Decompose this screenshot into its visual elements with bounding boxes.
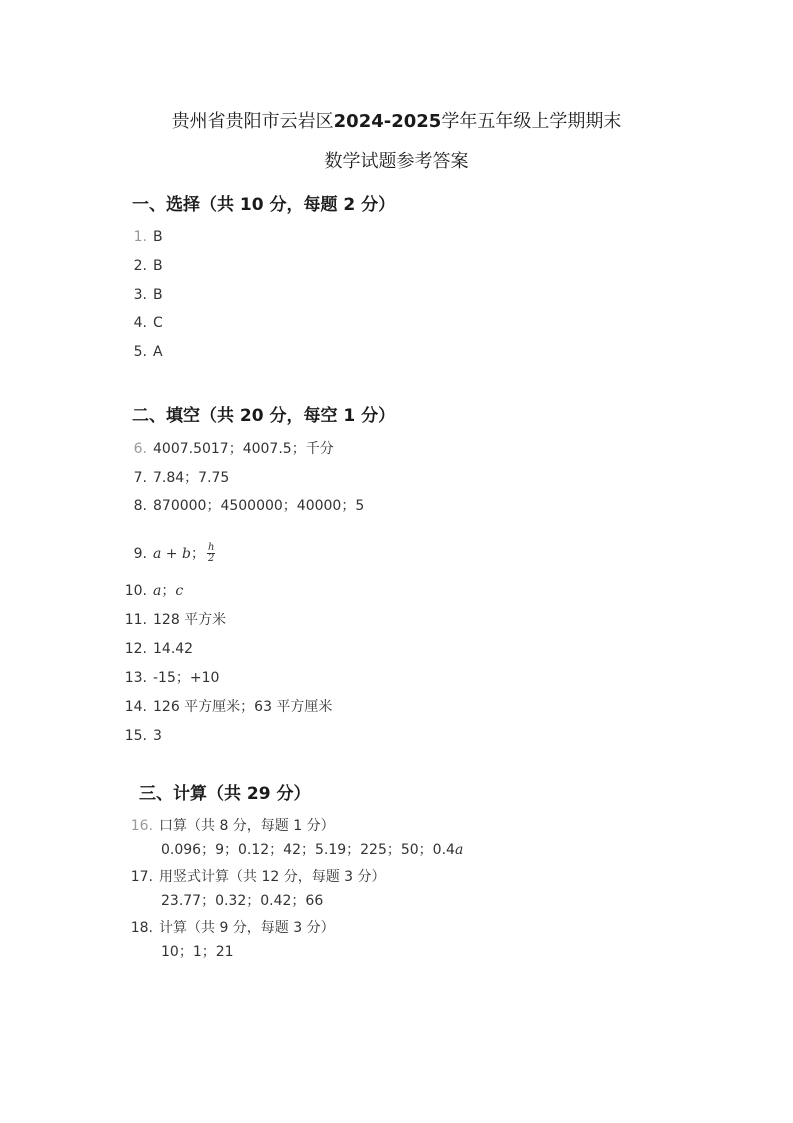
section-heading-fill-blank: 二、填空（共 20 分，每空 1 分） xyxy=(132,406,396,426)
fraction-numerator: h xyxy=(207,542,215,553)
item-answer: 3 xyxy=(153,728,162,744)
item-number: 5. xyxy=(133,344,147,360)
answer-item xyxy=(130,868,386,886)
item-answer: 128 平方米 xyxy=(153,612,227,628)
item-number: 17. xyxy=(130,869,153,885)
answer-item xyxy=(130,919,335,937)
title-years: 2024-2025 xyxy=(333,111,442,132)
item-answer: 870000；4500000；40000；5 xyxy=(153,498,365,514)
answer-item xyxy=(131,440,334,458)
answer-item xyxy=(124,727,162,745)
answer-item xyxy=(131,314,163,332)
math-var-c: c xyxy=(175,583,184,599)
item-answer: B xyxy=(153,287,163,303)
answer-item xyxy=(131,543,215,564)
item-answer xyxy=(161,839,463,859)
section-heading-choice: 一、选择（共 10 分，每题 2 分） xyxy=(132,195,396,215)
math-var-a: a xyxy=(454,842,464,858)
document-title-line1 xyxy=(0,107,793,133)
item-answer: A xyxy=(153,344,163,360)
answer-text: 0.096；9；0.12；42；5.19；225；50；0.4 xyxy=(161,842,455,858)
item-number: 18. xyxy=(130,920,153,936)
item-number: 8. xyxy=(133,498,147,514)
item-answer: 23.77；0.32；0.42；66 xyxy=(161,893,324,909)
answer-item xyxy=(131,257,163,275)
item-label: 用竖式计算（共 12 分，每题 3 分） xyxy=(159,869,386,885)
item-answer: 126 平方厘米；63 平方厘米 xyxy=(153,699,333,715)
answer-item xyxy=(124,640,193,658)
fraction-denominator: 2 xyxy=(207,553,215,564)
separator: ； xyxy=(161,583,176,599)
item-number: 4. xyxy=(133,315,147,331)
item-answer: 10；1；21 xyxy=(161,944,234,960)
item-number: 6. xyxy=(133,441,147,457)
item-answer: 14.42 xyxy=(153,641,194,657)
item-number: 13. xyxy=(124,670,147,686)
answer-item xyxy=(131,469,229,487)
title-suffix: 学年五年级上学期期末 xyxy=(441,111,622,132)
fraction xyxy=(207,543,215,564)
item-number: 14. xyxy=(124,699,147,715)
answer-item xyxy=(131,497,364,515)
math-expression: a + b xyxy=(153,545,191,562)
item-answer: -15；+10 xyxy=(153,670,220,686)
item-answer: 7.84；7.75 xyxy=(153,470,230,486)
item-answer xyxy=(153,583,183,599)
item-answer: B xyxy=(153,258,163,274)
title-prefix: 贵州省贵阳市云岩区 xyxy=(171,111,334,132)
answer-item xyxy=(124,611,226,629)
item-answer: 4007.5017；4007.5；千分 xyxy=(153,441,334,457)
math-var-a: a xyxy=(153,583,162,599)
item-number: 2. xyxy=(133,258,147,274)
item-number: 11. xyxy=(124,612,147,628)
answer-item xyxy=(131,228,163,246)
answer-item xyxy=(131,343,163,361)
item-number: 16. xyxy=(130,818,153,834)
item-number: 7. xyxy=(133,470,147,486)
section-heading-calculation: 三、计算（共 29 分） xyxy=(139,784,311,804)
item-label: 口算（共 8 分，每题 1 分） xyxy=(159,818,335,834)
item-number: 10. xyxy=(124,583,147,599)
item-answer: B xyxy=(153,229,163,245)
answer-item xyxy=(124,582,183,600)
answer-item xyxy=(124,698,332,716)
item-number: 15. xyxy=(124,728,147,744)
item-number: 1. xyxy=(133,229,147,245)
answer-item xyxy=(131,286,163,304)
item-answer: C xyxy=(153,315,163,331)
item-number: 12. xyxy=(124,641,147,657)
document-title-line2: 数学试题参考答案 xyxy=(324,151,469,172)
item-label: 计算（共 9 分，每题 3 分） xyxy=(159,920,335,936)
item-number: 9. xyxy=(133,545,147,562)
separator: ； xyxy=(190,545,205,562)
item-answer xyxy=(153,542,215,564)
item-number: 3. xyxy=(133,287,147,303)
answer-item xyxy=(124,669,219,687)
answer-item xyxy=(130,817,335,835)
